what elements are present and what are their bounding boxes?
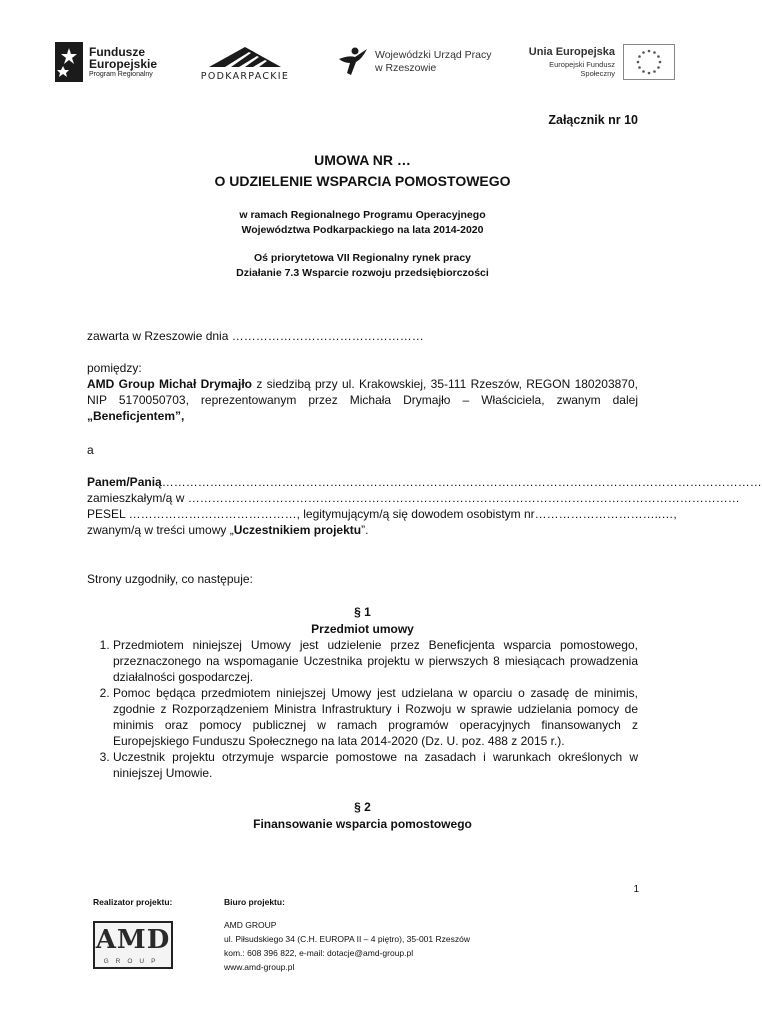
- party2-alias-prefix: zwanym/ą w treści umowy „: [87, 523, 234, 537]
- party1-name: AMD Group Michał Drymajło: [87, 377, 252, 391]
- and-label: a: [87, 443, 94, 457]
- podkarpackie-text: PODKARPACKIE: [200, 70, 290, 82]
- annex-label: Załącznik nr 10: [548, 113, 638, 127]
- party1-paragraph: [87, 376, 638, 424]
- wup-line2: w Rzeszowie: [375, 62, 437, 74]
- eu-flag-icon: [623, 44, 675, 80]
- party2-alias: Uczestnikiem projektu: [233, 523, 362, 537]
- office-name: AMD GROUP: [224, 920, 277, 930]
- title-line2: O UDZIELENIE WSPARCIA POMOSTOWEGO: [214, 173, 511, 189]
- section1-list: [87, 637, 638, 781]
- amd-logo-text: AMD: [95, 925, 171, 955]
- section1-number: § 1: [354, 605, 371, 619]
- party2-pesel-line: PESEL ……………………………………, legitymującym/ą się dowodem osobistym nr…………………………..…,: [87, 507, 677, 521]
- fundusze-europejskie-logo: [55, 34, 157, 90]
- amd-group-logo: [93, 921, 173, 969]
- section2-title: Finansowanie wsparcia pomostowego: [253, 817, 472, 831]
- program-line1: w ramach Regionalnego Programu Operacyjnego: [239, 209, 486, 221]
- priority-line1: Oś priorytetowa VII Regionalny rynek pracy: [253, 252, 472, 264]
- office-address: ul. Piłsudskiego 34 (C.H. EUROPA II – 4 piętro), 35-001 Rzeszów: [224, 934, 470, 944]
- party2-alias-suffix: ”.: [361, 523, 369, 537]
- amd-logo-sub: GROUP: [103, 958, 163, 965]
- fe-line1: Fundusze: [89, 44, 145, 59]
- footer: [0, 897, 725, 997]
- agreed-line: Strony uzgodniły, co następuje:: [87, 572, 253, 586]
- between-label: pomiędzy:: [87, 361, 142, 375]
- realizator-label: Realizator projektu:: [93, 897, 173, 907]
- fe-line3: Program Regionalny: [89, 70, 153, 78]
- concluded-line: zawarta w Rzeszowie dnia …………………………………………: [87, 329, 424, 343]
- party2-dots: ……………………………………………………………………………………………………………………………………: [161, 475, 762, 489]
- party1-text: z siedzibą przy ul. Krakowskiej, 35-111 Rzeszów, REGON 180203870, NIP 5170050703, reprezentowanym przez Michała Drymajło – Właściciela, zwanym dalej: [87, 377, 638, 407]
- office-www: www.amd-group.pl: [224, 962, 295, 972]
- ue-line1: Unia Europejska: [528, 46, 615, 59]
- wup-line1: Wojewódzki Urząd Pracy: [375, 49, 492, 62]
- office-info: [224, 918, 470, 974]
- fe-line2: Europejskie: [89, 57, 158, 72]
- section1-title: Przedmiot umowy: [311, 622, 414, 636]
- title-line1: UMOWA NR …: [314, 152, 411, 168]
- section1-point-1: 1. Przedmiotem niniejszej Umowy jest udzielenie przez Beneficjenta wsparcia pomostowego, przeznaczonego na wspomaganie Uczestnika projektu w pierwszych 8 miesiącach prowadzenia działalności gospodarczej.: [113, 637, 638, 685]
- document-title: [0, 150, 725, 192]
- section1-point-3: 3. Uczestnik projektu otrzymuje wsparcie pomostowe na zasadach i warunkach określonych w niniejszej Umowie.: [113, 749, 638, 781]
- ue-logo: [513, 34, 675, 90]
- podkarpackie-mountain-icon: [205, 43, 285, 69]
- party2-name-line: [87, 474, 762, 490]
- program-subtitle: [0, 208, 725, 237]
- party1-alias: „Beneficjentem”,: [87, 409, 185, 423]
- section1-point-2: 2. Pomoc będąca przedmiotem niniejszej Umowy jest udzielana w oparciu o zasadę de minimis, zgodnie z Rozporządzeniem Ministra Infrastruktury i Rozwoju w sprawie udzielania pomocy de minimis oraz pomocy publicznej w ramach programów operacyjnych finansowanych z Europejskiego Funduszu Społecznego na lata 2014-2020 (Dz. U. poz. 488 z 2015 r.).: [113, 685, 638, 749]
- section2-number: § 2: [354, 800, 371, 814]
- page-number: 1: [633, 884, 639, 895]
- office-contact: kom.: 608 396 822, e-mail: dotacje@amd-group.pl: [224, 948, 414, 958]
- priority-line2: Działanie 7.3 Wsparcie rozwoju przedsiębiorczości: [236, 266, 489, 279]
- party2-address-line: zamieszkałym/ą w …………………………………………………………………………………………………………………………: [87, 491, 740, 505]
- party2-alias-line: [87, 522, 638, 538]
- biuro-label: Biuro projektu:: [224, 897, 285, 907]
- party2-label: Panem/Panią: [87, 475, 162, 489]
- wup-figure-icon: [335, 45, 369, 79]
- podkarpackie-logo: [190, 34, 300, 90]
- priority-subtitle: [0, 251, 725, 280]
- fe-star-icon: [55, 42, 83, 82]
- wup-logo: [335, 34, 492, 90]
- ue-line2: Europejski Fundusz Społeczny: [549, 59, 615, 78]
- logo-bar: [50, 34, 675, 90]
- program-line2: Województwa Podkarpackiego na lata 2014-2020: [241, 223, 484, 236]
